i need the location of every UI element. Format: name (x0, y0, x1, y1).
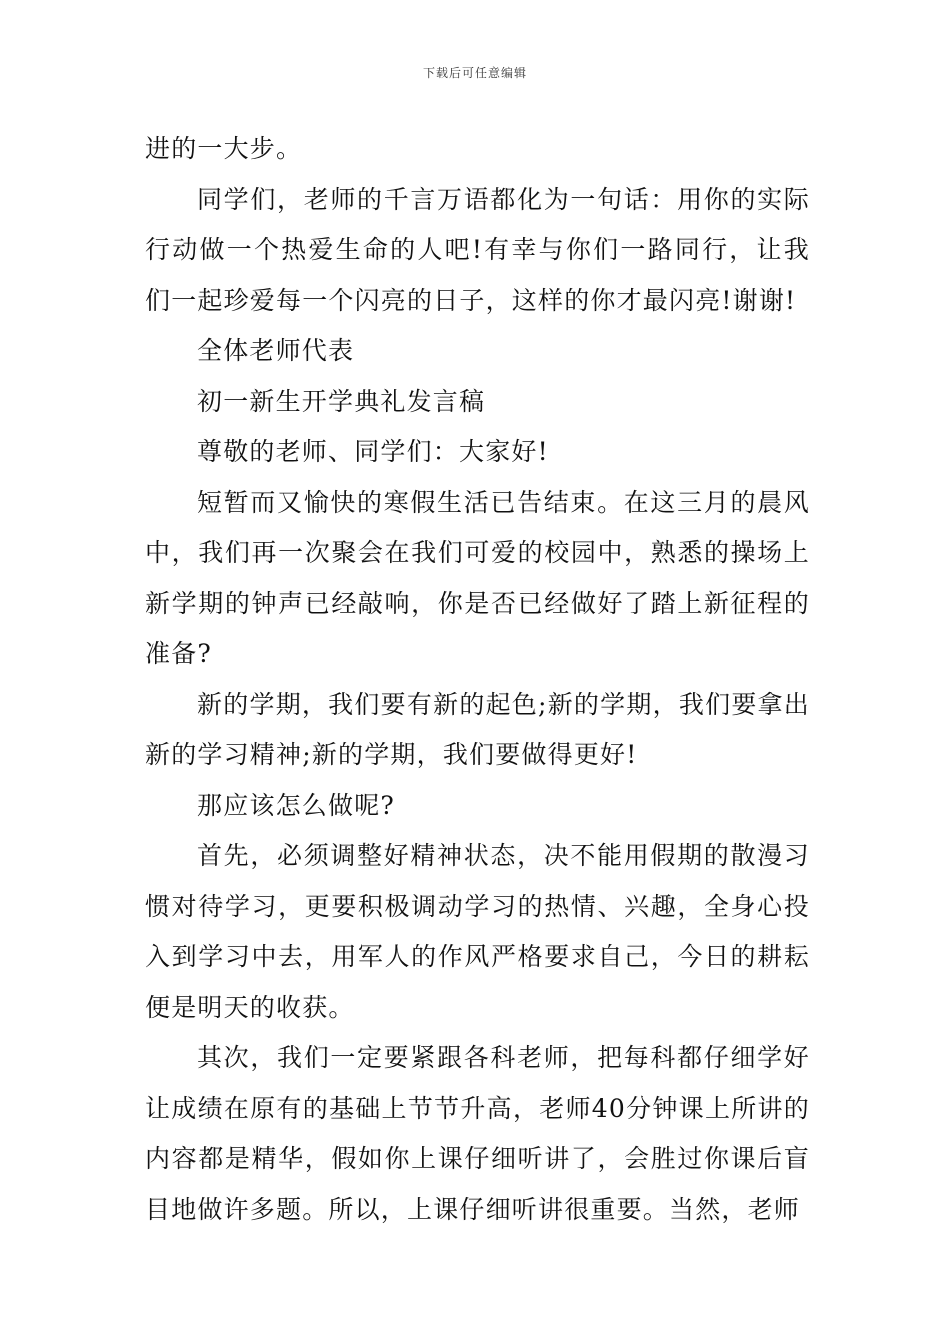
paragraph-first-point: 首先，必须调整好精神状态，决不能用假期的散漫习惯对待学习，更要积极调动学习的热情、兴趣，全身心投入到学习中去，用军人的作风严格要求自己，今日的耕耘便是明天的收获。 (145, 841, 810, 1022)
paragraph-continuation: 进的一大步。 (145, 134, 303, 163)
paragraph-opening: 短暂而又愉快的寒假生活已告结束。在这三月的晨风中，我们再一次聚会在我们可爱的校园中，熟悉的操场上新学期的钟声已经敲响，你是否已经做好了踏上新征程的准备? (145, 487, 810, 668)
paragraph-second-point: 其次，我们一定要紧跟各科老师，把每科都仔细学好让成绩在原有的基础上节节升高，老师40分钟课上所讲的内容都是精华，假如你上课仔细听讲了，会胜过你课后盲目地做许多题。所以，上课仔细听讲很重要。当然，老师 (145, 1043, 810, 1224)
paragraph-closing-words: 同学们，老师的千言万语都化为一句话：用你的实际行动做一个热爱生命的人吧!有幸与你们一路同行，让我们一起珍爱每一个闪亮的日子，这样的你才最闪亮!谢谢! (145, 184, 810, 315)
paragraph-new-semester: 新的学期，我们要有新的起色;新的学期，我们要拿出新的学习精神;新的学期，我们要做得更好! (145, 689, 810, 769)
paragraph-question: 那应该怎么做呢? (197, 790, 396, 820)
paragraph-signature: 全体老师代表 (197, 336, 355, 365)
page-header: 下载后可任意编辑 (422, 66, 527, 80)
document-body (145, 124, 810, 1235)
paragraph-salutation: 尊敬的老师、同学们：大家好! (197, 437, 549, 466)
paragraph-speech-title: 初一新生开学典礼发言稿 (197, 386, 486, 416)
